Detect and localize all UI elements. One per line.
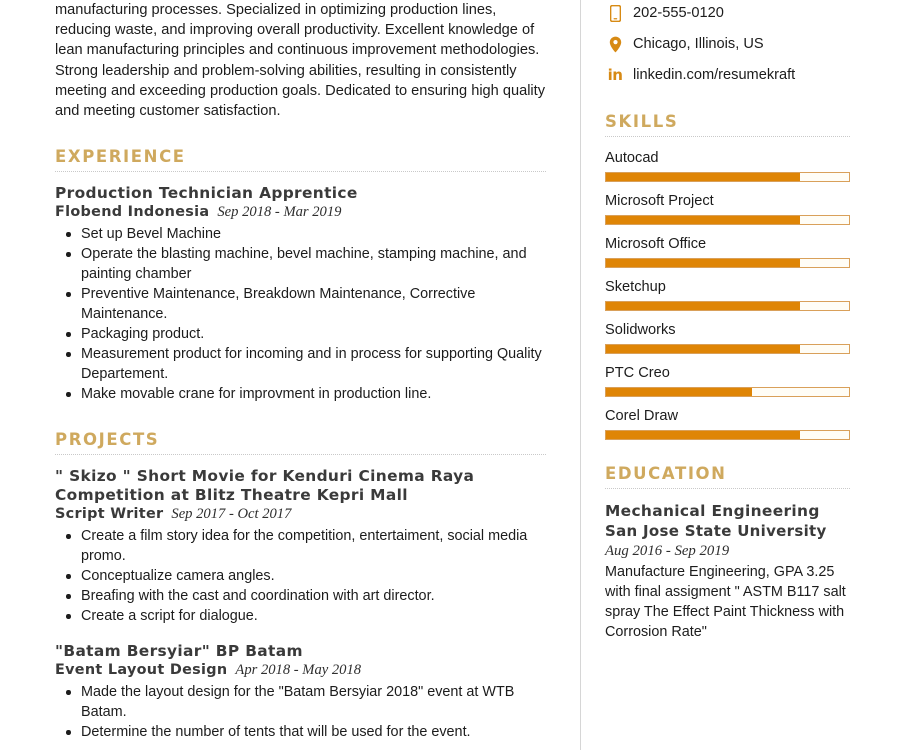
skill-name: Solidworks bbox=[605, 322, 676, 338]
education-date: Aug 2016 - Sep 2019 bbox=[605, 543, 730, 559]
education-description: Manufacture Engineering, GPA 3.25 with final assigment " ASTM B117 salt spray The Effect Paint Thickness with Corrosion Rate" bbox=[605, 564, 846, 640]
education-degree: Mechanical Engineering bbox=[605, 502, 820, 520]
skill-list bbox=[605, 149, 850, 440]
skill-name: Sketchup bbox=[605, 279, 666, 295]
skill-level-bar bbox=[605, 215, 850, 225]
section-divider bbox=[605, 488, 850, 489]
bullet-item: Measurement product for incoming and in process for supporting Quality Departement. bbox=[81, 344, 546, 384]
skill-item bbox=[605, 364, 850, 397]
location-pin-icon bbox=[605, 36, 625, 53]
skill-item bbox=[605, 235, 850, 268]
bullet-item: Made the layout design for the "Batam Bersyiar 2018" event at WTB Batam. bbox=[81, 682, 546, 722]
contact-item bbox=[605, 31, 850, 57]
skill-level-bar bbox=[605, 301, 850, 311]
skill-level-fill bbox=[606, 259, 800, 267]
skill-level-bar bbox=[605, 258, 850, 268]
projects-heading: PROJECTS bbox=[55, 430, 160, 450]
project-entry-organization: Event Layout Design bbox=[55, 662, 228, 679]
experience-entry-list bbox=[55, 184, 546, 404]
experience-entry-organization: Flobend Indonesia bbox=[55, 204, 210, 221]
skill-level-bar bbox=[605, 387, 850, 397]
experience-entry-date: Sep 2018 - Mar 2019 bbox=[217, 204, 342, 221]
bullet-item: Breafing with the cast and coordination with art director. bbox=[81, 586, 546, 606]
project-entry-subtitle bbox=[55, 661, 546, 680]
skill-level-bar bbox=[605, 344, 850, 354]
skill-level-fill bbox=[606, 388, 752, 396]
experience-entry bbox=[55, 184, 546, 404]
skill-name: Corel Draw bbox=[605, 408, 678, 424]
skill-level-fill bbox=[606, 173, 800, 181]
linkedin-icon: in bbox=[607, 66, 623, 84]
bullet-item: Set up Bevel Machine bbox=[81, 224, 546, 244]
skill-name: Microsoft Office bbox=[605, 236, 707, 252]
contact-text: 202-555-0120 bbox=[633, 5, 724, 21]
skill-item bbox=[605, 407, 850, 440]
bullet-item: Create a script for dialogue. bbox=[81, 606, 546, 626]
skill-level-fill bbox=[606, 431, 800, 439]
project-entry bbox=[55, 642, 546, 742]
project-bullet-list bbox=[55, 682, 546, 742]
phone-icon bbox=[605, 5, 625, 22]
resume-sidebar-column bbox=[580, 0, 902, 750]
skill-name: Autocad bbox=[605, 150, 659, 166]
skills-section bbox=[605, 112, 850, 440]
project-bullet-list bbox=[55, 526, 546, 626]
bullet-item: Conceptualize camera angles. bbox=[81, 566, 546, 586]
skill-item bbox=[605, 149, 850, 182]
education-section bbox=[605, 464, 850, 642]
skills-heading: SKILLS bbox=[605, 112, 679, 131]
section-divider bbox=[55, 171, 546, 172]
project-entry-date: Sep 2017 - Oct 2017 bbox=[171, 506, 292, 523]
section-divider bbox=[605, 136, 850, 137]
skill-level-fill bbox=[606, 216, 800, 224]
bullet-item: Operate the blasting machine, bevel machine, stamping machine, and painting chamber bbox=[81, 244, 546, 284]
contact-list bbox=[605, 0, 850, 88]
skill-item bbox=[605, 321, 850, 354]
skill-level-fill bbox=[606, 345, 800, 353]
education-entry bbox=[605, 501, 850, 642]
skill-level-bar bbox=[605, 430, 850, 440]
experience-heading: EXPERIENCE bbox=[55, 147, 186, 167]
project-entry-subtitle bbox=[55, 505, 546, 524]
skill-level-bar bbox=[605, 172, 850, 182]
bullet-item: Create a film story idea for the competition, entertaiment, social media promo. bbox=[81, 526, 546, 566]
project-entry-date: Apr 2018 - May 2018 bbox=[235, 662, 362, 679]
contact-item[interactable] bbox=[605, 62, 850, 88]
skill-level-fill bbox=[606, 302, 800, 310]
bullet-item: Packaging product. bbox=[81, 324, 546, 344]
experience-entry-subtitle bbox=[55, 203, 546, 222]
section-divider bbox=[55, 454, 546, 455]
project-entry-title: "Batam Bersyiar" BP Batam bbox=[55, 642, 303, 661]
experience-section bbox=[55, 147, 546, 404]
project-entry bbox=[55, 467, 546, 626]
skill-name: Microsoft Project bbox=[605, 193, 714, 209]
experience-bullet-list bbox=[55, 224, 546, 404]
education-school: San Jose State University bbox=[605, 522, 827, 540]
skill-name: PTC Creo bbox=[605, 365, 670, 381]
project-entry-organization: Script Writer bbox=[55, 506, 164, 523]
skill-item bbox=[605, 192, 850, 225]
education-heading: EDUCATION bbox=[605, 464, 727, 483]
projects-entry-list bbox=[55, 467, 546, 742]
projects-section bbox=[55, 430, 546, 742]
contact-item bbox=[605, 0, 850, 26]
contact-text: linkedin.com/resumekraft bbox=[633, 67, 796, 83]
professional-summary: manufacturing processes. Specialized in optimizing production lines, reducing waste, and improving overall productivity. Excellent knowledge of lean manufacturing principles and continuous improvement methodologies. Strong leadership and problem-solving abilities, resulting in consistently meeting and exceeding production goals. Dedicated to ensuring high quality and meeting customer satisfaction. bbox=[55, 2, 546, 120]
bullet-item: Make movable crane for improvment in production line. bbox=[81, 384, 546, 404]
contact-text: Chicago, Illinois, US bbox=[633, 36, 764, 52]
experience-entry-title: Production Technician Apprentice bbox=[55, 184, 358, 203]
bullet-item: Preventive Maintenance, Breakdown Maintenance, Corrective Maintenance. bbox=[81, 284, 546, 324]
skill-item bbox=[605, 278, 850, 311]
project-entry-title: " Skizo " Short Movie for Kenduri Cinema Raya Competition at Blitz Theatre Kepri Mall bbox=[55, 467, 475, 505]
bullet-item: Determine the number of tents that will be used for the event. bbox=[81, 722, 546, 742]
